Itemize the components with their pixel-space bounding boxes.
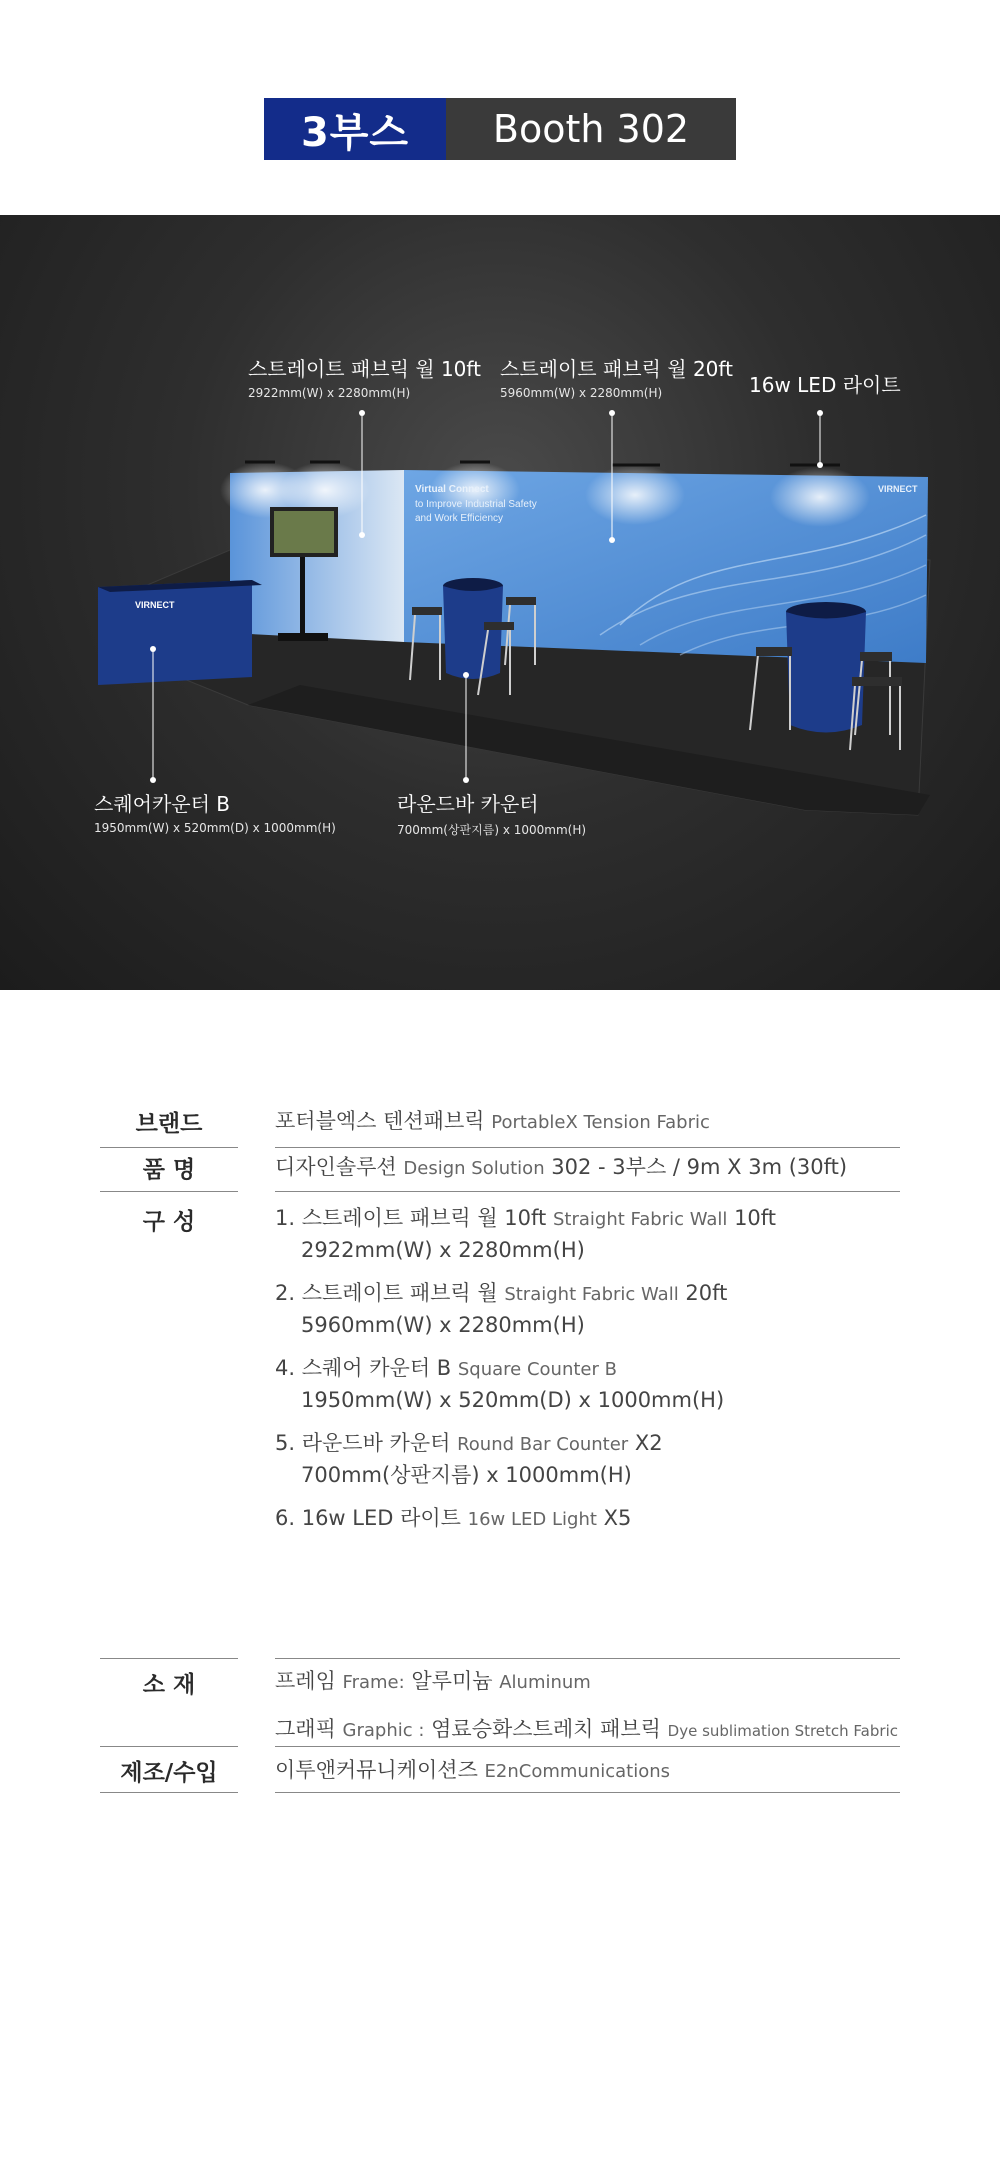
composition-item-4-dim: 1950mm(W) x 520mm(D) x 1000mm(H)	[301, 1388, 725, 1412]
callout-round-counter: 라운드바 카운터 700mm(상판지름) x 1000mm(H)	[397, 792, 587, 837]
wall-headline-1: Virtual Connect	[415, 484, 489, 495]
spec-row-composition	[100, 1195, 900, 1535]
booth-number-ko: 3부스	[264, 98, 446, 160]
booth-number-en: Booth 302	[446, 98, 736, 160]
wall-headline-3: and Work Efficiency	[415, 513, 504, 524]
booth-title	[264, 98, 736, 160]
product-en: Design Solution	[403, 1158, 545, 1179]
material-graphic: 그래픽 Graphic : 염료승화스트레치 패브릭 Dye sublimation Stretch Fabric	[275, 1717, 898, 1741]
spec-row-brand	[100, 1105, 900, 1145]
spec-label-maker: 제조/수입	[120, 1760, 218, 1786]
composition-item-5-dim: 700mm(상판지름) x 1000mm(H)	[301, 1463, 632, 1487]
composition-item-2: 2. 스트레이트 패브릭 월 Straight Fabric Wall 20ft	[275, 1281, 728, 1305]
callout-square-counter: 스퀘어카운터 B 1950mm(W) x 520mm(D) x 1000mm(H)	[94, 792, 336, 835]
booth-illustration	[0, 215, 1000, 990]
counter-logo: VIRNECT	[135, 600, 175, 610]
wall-headline-2: to Improve Industrial Safety	[415, 499, 537, 510]
spec-value-brand	[275, 1105, 900, 1145]
spec-label-composition: 구 성	[142, 1209, 196, 1235]
square-counter-b	[98, 580, 252, 685]
product-ko: 디자인솔루션	[275, 1155, 397, 1179]
spec-table-2	[100, 1658, 900, 1790]
spec-label-brand: 브랜드	[135, 1111, 203, 1137]
spec-value-product	[275, 1151, 900, 1195]
composition-list	[275, 1203, 900, 1535]
composition-item-5: 5. 라운드바 카운터 Round Bar Counter X2	[275, 1431, 663, 1455]
composition-item-4: 4. 스퀘어 카운터 B Square Counter B	[275, 1356, 617, 1380]
composition-item-1-dim: 2922mm(W) x 2280mm(H)	[301, 1238, 585, 1262]
spec-label-material: 소 재	[142, 1672, 196, 1698]
material-frame: 프레임 Frame: 알루미늄 Aluminum	[275, 1669, 591, 1693]
callout-led-light: 16w LED 라이트	[749, 373, 901, 397]
composition-item-6: 6. 16w LED 라이트 16w LED Light X5	[275, 1506, 632, 1530]
booth-render	[0, 215, 1000, 990]
spec-label-product: 품 명	[142, 1157, 196, 1183]
composition-item-1: 1. 스트레이트 패브릭 월 10ft Straight Fabric Wall 10ft	[275, 1206, 777, 1230]
spec-row-product	[100, 1145, 900, 1195]
round-bar-counter-1	[443, 586, 503, 679]
round-bar-counter-2	[786, 612, 866, 733]
brand-en: PortableX Tension Fabric	[491, 1112, 710, 1133]
composition-item-2-dim: 5960mm(W) x 2280mm(H)	[301, 1313, 585, 1337]
product-rest: 302 - 3부스 / 9m X 3m (30ft)	[551, 1155, 848, 1179]
spec-value-maker: 이투앤커뮤니케이션즈 E2nCommunications	[275, 1758, 671, 1782]
spec-row-material	[100, 1658, 900, 1746]
callout-wall-10ft: 스트레이트 패브릭 월 10ft 2922mm(W) x 2280mm(H)	[248, 357, 481, 400]
callout-wall-20ft: 스트레이트 패브릭 월 20ft 5960mm(W) x 2280mm(H)	[500, 357, 733, 400]
brand-ko: 포터블엑스 텐션패브릭	[275, 1109, 485, 1133]
spec-row-maker	[100, 1746, 900, 1790]
spec-table	[100, 1105, 900, 1535]
spec-value-material	[275, 1666, 900, 1746]
wall-logo: VIRNECT	[878, 484, 918, 494]
